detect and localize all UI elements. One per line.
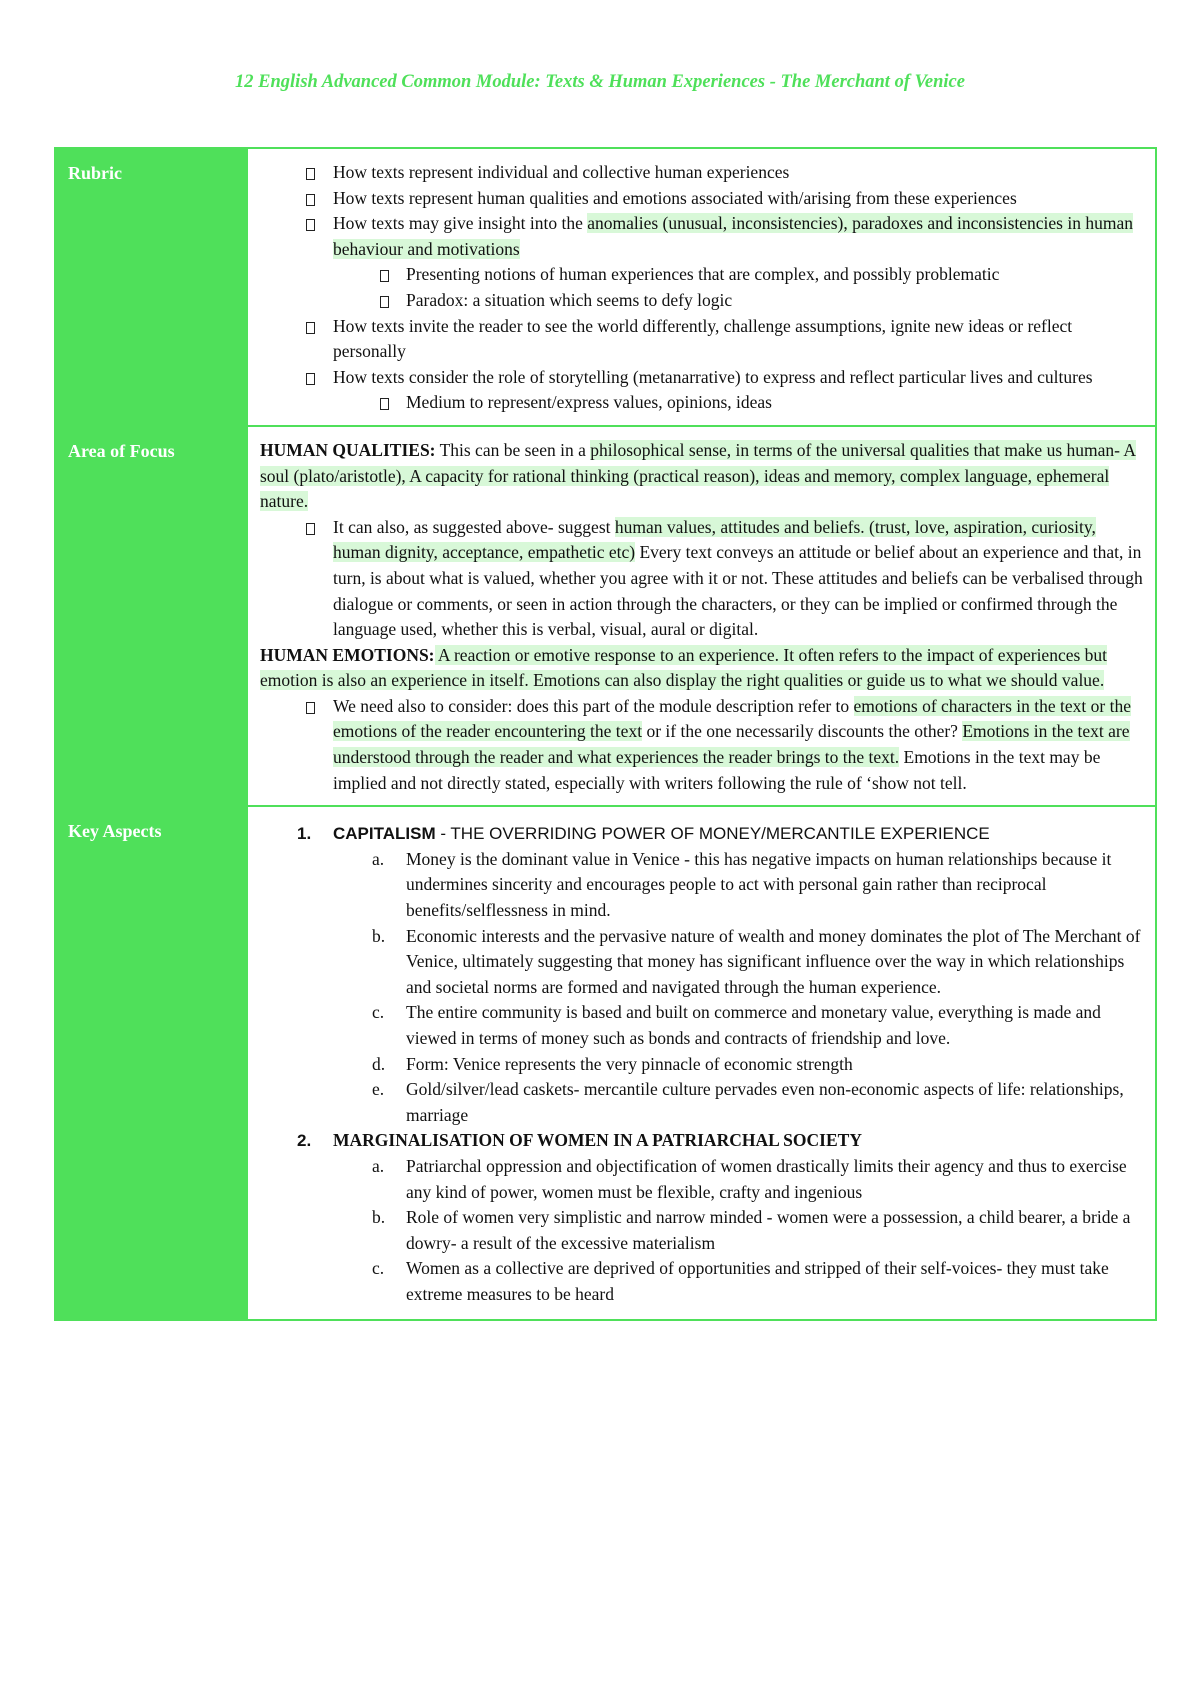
highlight: Emotions in the text are understood through the reader and what experiences the reader brings to the text. <box>333 721 1130 768</box>
aspect-point: d. Form: Venice represents the very pinnacle of economic strength <box>372 1053 853 1074</box>
aspect-point: b. Role of women very simplistic and narrow minded - women were a possession, a child bearer, a bride a dowry- a result of the excessive materialism <box>372 1207 1131 1253</box>
aspect-point: a. Patriarchal oppression and objectification of women drastically limits their agency and thus to exercise any kind of power, women must be flexible, crafty and ingenious <box>372 1155 1127 1202</box>
aspect-point: a. Money is the dominant value in Venice - this has negative impacts on human relationships because it undermines sincerity and encourages people to act with personal gain rather than reciprocal benefits/selflessness in mind. <box>372 848 1112 921</box>
rubric-label: Rubric <box>55 148 247 426</box>
rubric-sublist <box>260 390 1147 416</box>
document-title: 12 English Advanced Common Module: Texts & Human Experiences - The Merchant of Venice <box>235 72 965 92</box>
aspect-point: c. The entire community is based and built on commerce and monetary value, everything is made and viewed in terms of money such as bonds and contracts of friendship and love. <box>372 1002 1101 1048</box>
highlight: human values, attitudes and beliefs. (trust, love, aspiration, curiosity, human dignity, acceptance, empathetic etc) <box>333 516 1096 563</box>
human-qualities-paragraph: HUMAN QUALITIES: This can be seen in a philosophical sense, in terms of the universal qualities that make us human- A soul (plato/aristotle), A capacity for rational thinking (practical reason), ideas and memory, complex language, ephemeral nature. <box>260 439 1137 512</box>
rubric-subitem: Presenting notions of human experiences that are complex, and possibly problematic <box>260 262 1147 288</box>
rubric-item: How texts consider the role of storytelling (metanarrative) to express and reflect particular lives and cultures <box>260 365 1147 391</box>
aspect-point: c. Women as a collective are deprived of opportunities and stripped of their self-voices- they must take extreme measures to be heard <box>372 1258 1109 1304</box>
notes-table <box>54 147 1157 1321</box>
emotions-bullet: We need also to consider: does this part of the module description refer to emotions of characters in the text or the emotions of the reader encountering the text or if the one necessarily discounts the other? Emotions in the text are understood through the reader and what experiences the reader brings to the text. Emotions in the text may be implied and not directly stated, especially with writers following the rule of ‘show not tell. <box>260 694 1147 796</box>
rubric-item: How texts represent human qualities and emotions associated with/arising from these experiences <box>260 186 1147 212</box>
rubric-subitem: Medium to represent/express values, opinions, ideas <box>260 390 1147 416</box>
rubric-item: How texts invite the reader to see the world differently, challenge assumptions, ignite new ideas or reflect personally <box>260 314 1147 365</box>
rubric-item: How texts represent individual and collective human experiences <box>260 160 1147 186</box>
aspect-number: 1. <box>297 824 312 844</box>
highlight: anomalies (unusual, inconsistencies), paradoxes and inconsistencies in human behaviour and motivations <box>333 213 1133 259</box>
highlight: philosophical sense, in terms of the universal qualities that make us human- A soul (plato/aristotle), A capacity for rational thinking (practical reason), ideas and memory, complex language, ephemeral nature. <box>260 439 1137 512</box>
rubric-list <box>260 314 1147 391</box>
rubric-row <box>55 148 1156 426</box>
aspect-number: 2. <box>297 1131 312 1151</box>
qualities-list <box>260 515 1147 643</box>
aspect-point: b. Economic interests and the pervasive nature of wealth and money dominates the plot of The Merchant of Venice, ultimately suggesting that money has significant influence over the way in which relationships and societal norms are formed and navigated through the human experience. <box>372 925 1141 997</box>
focus-label: Area of Focus <box>55 426 247 806</box>
highlight: emotions of characters in the text or the emotions of the reader encountering the text <box>333 695 1132 742</box>
emotions-list <box>260 694 1147 796</box>
aspect-points <box>260 1154 1147 1308</box>
rubric-list <box>260 160 1147 262</box>
key-aspects-label: Key Aspects <box>55 806 247 1319</box>
key-aspects-row <box>55 806 1156 1319</box>
qualities-bullet: It can also, as suggested above- suggest human values, attitudes and beliefs. (trust, love, aspiration, curiosity, human dignity, acceptance, empathetic etc) Every text conveys an attitude or belief about an experience and that, in turn, is about what is valued, whether you agree with it or not. These attitudes and beliefs can be verbalised through dialogue or comments, or seen in action through the characters, or they can be implied or confirmed through the language used, whether this is verbal, visual, aural or digital. <box>260 515 1147 643</box>
rubric-sublist <box>260 262 1147 313</box>
rubric-content <box>247 148 1156 426</box>
rubric-item: How texts may give insight into the anomalies (unusual, inconsistencies), paradoxes and inconsistencies in human behaviour and motivations <box>260 211 1147 262</box>
aspect-heading: 2. MARGINALISATION OF WOMEN IN A PATRIARCHAL SOCIETY <box>260 1128 1147 1154</box>
aspect-points <box>260 847 1147 1129</box>
focus-content <box>247 426 1156 806</box>
highlight: A reaction or emotive response to an experience. It often refers to the impact of experiences but emotion is also an experience in itself. Emotions can also display the right qualities or guide us to what we should value. <box>260 644 1108 691</box>
rubric-subitem: Paradox: a situation which seems to defy logic <box>260 288 1147 314</box>
focus-row <box>55 426 1156 806</box>
human-emotions-paragraph <box>260 643 1147 694</box>
key-aspects-content <box>247 806 1156 1319</box>
human-emotions-heading: HUMAN EMOTIONS: <box>260 644 435 665</box>
aspect-point: e. Gold/silver/lead caskets- mercantile culture pervades even non-economic aspects of life: relationships, marriage <box>372 1079 1124 1125</box>
aspect-heading: 1. CAPITALISM - THE OVERRIDING POWER OF MONEY/MERCANTILE EXPERIENCE <box>260 821 1147 847</box>
human-qualities-heading: HUMAN QUALITIES: <box>260 439 436 460</box>
